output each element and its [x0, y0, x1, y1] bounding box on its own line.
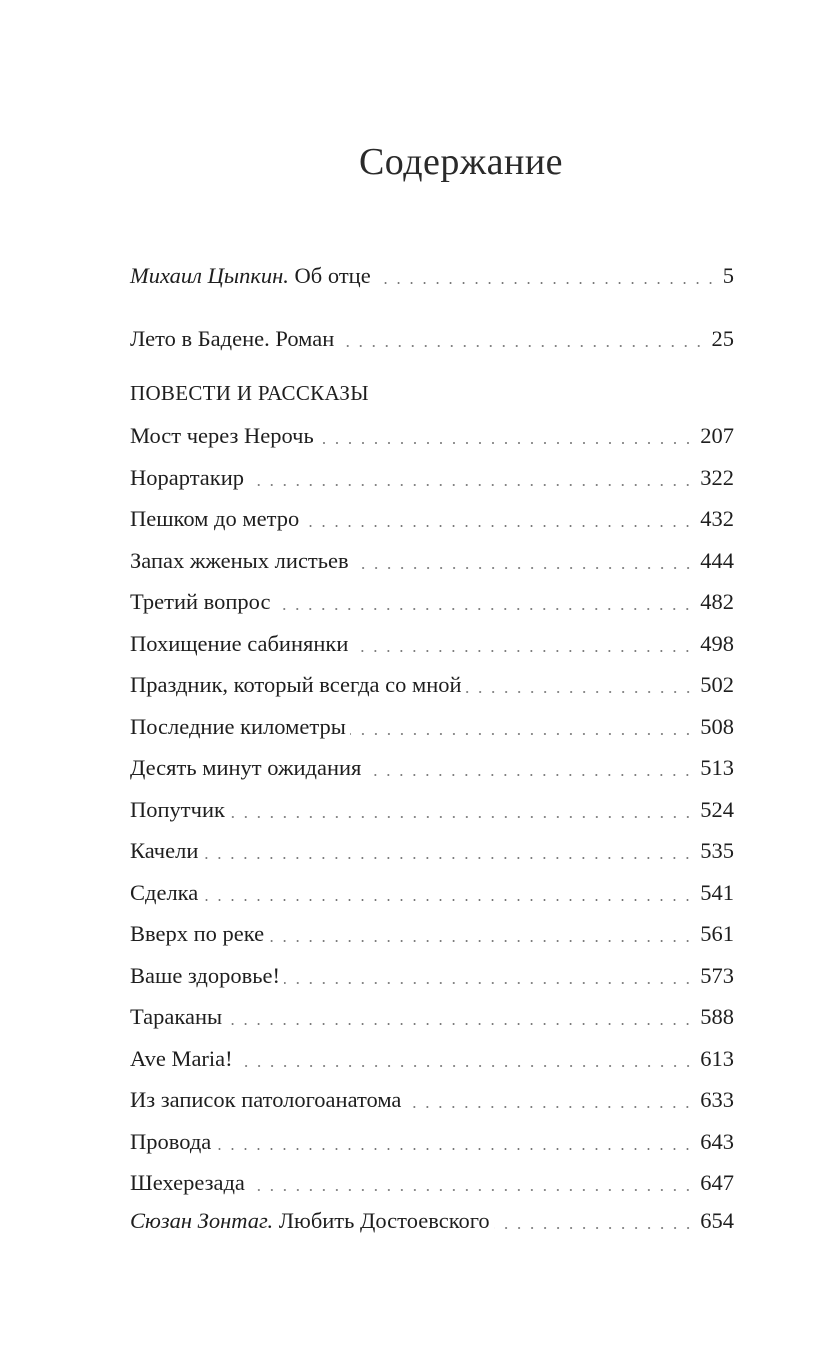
entry-title: Качели	[130, 838, 199, 863]
entry-page: 444	[700, 547, 734, 573]
toc-entry[interactable]	[130, 1003, 734, 1031]
dot-leader	[284, 982, 694, 984]
dot-leader	[375, 282, 717, 284]
entry-title: Ваше здоровье!	[130, 962, 280, 988]
entry-title: Мост через Нерочь	[130, 423, 314, 448]
dot-leader	[350, 733, 694, 735]
toc-entry[interactable]	[130, 671, 734, 699]
entry-author: Сюзан Зонтаг.	[130, 1208, 274, 1233]
entry-label	[130, 262, 371, 290]
entry-title: Десять минут ожидания	[130, 755, 362, 780]
dot-leader	[318, 442, 694, 444]
entry-page: 588	[700, 1004, 734, 1029]
dot-leader	[229, 816, 694, 818]
toc-entry[interactable]	[130, 796, 734, 824]
section-heading: ПОВЕСТИ И РАССКАЗЫ	[130, 381, 369, 405]
toc-entry[interactable]	[130, 1045, 734, 1073]
dot-leader	[365, 774, 694, 776]
entry-title: Об отце	[288, 263, 371, 288]
entry-page: 541	[700, 879, 734, 905]
toc-entry-intro[interactable]	[130, 262, 734, 290]
toc-entry[interactable]	[130, 713, 734, 741]
dot-leader	[237, 1065, 695, 1067]
toc-entry[interactable]	[130, 588, 734, 616]
dot-leader	[338, 345, 705, 347]
entry-title: Ave Maria!	[130, 1045, 233, 1071]
dot-leader	[249, 1189, 694, 1191]
toc-entry[interactable]	[130, 1086, 734, 1114]
dot-leader	[248, 484, 694, 486]
entry-page: 535	[700, 838, 734, 863]
entry-title: Из записок патологоанатома	[130, 1087, 402, 1112]
toc-entry[interactable]	[130, 879, 734, 907]
entry-title: Сделка	[130, 879, 199, 905]
entry-title: Запах жженых листьев	[130, 547, 349, 573]
toc-entry[interactable]	[130, 1169, 734, 1197]
toc-entry[interactable]	[130, 962, 734, 990]
toc-entry[interactable]	[130, 464, 734, 492]
toc-entry[interactable]	[130, 920, 734, 948]
toc-entry-novel[interactable]	[130, 325, 734, 353]
entry-title: Попутчик	[130, 796, 225, 822]
dot-leader	[494, 1227, 695, 1229]
toc-entry[interactable]	[130, 754, 734, 782]
entry-title: Вверх по реке	[130, 921, 265, 946]
entry-title: Праздник, который всегда со мной	[130, 672, 462, 697]
entry-page: 508	[700, 713, 734, 739]
entry-page: 207	[700, 423, 734, 448]
dot-leader	[226, 1023, 694, 1025]
dot-leader	[215, 1148, 694, 1150]
entry-page: 432	[700, 506, 734, 531]
entry-title: Шехерезада	[130, 1170, 245, 1195]
entry-page: 25	[711, 326, 734, 351]
toc-entry[interactable]	[130, 547, 734, 575]
entry-page: 502	[700, 672, 734, 697]
dot-leader	[466, 691, 695, 693]
entry-page: 513	[700, 755, 734, 780]
entry-label	[130, 1207, 490, 1235]
toc-entry[interactable]	[130, 505, 734, 533]
toc-entry[interactable]	[130, 422, 734, 450]
entry-title: Пешком до метро	[130, 506, 300, 531]
toc-entry[interactable]	[130, 837, 734, 865]
entry-page: 647	[700, 1170, 734, 1195]
entry-title: Лето в Бадене. Роман	[130, 326, 335, 351]
entry-title: Похищение сабинянки	[130, 630, 349, 656]
dot-leader	[202, 857, 694, 859]
entry-page: 498	[700, 630, 734, 656]
entry-page: 524	[700, 796, 734, 822]
entry-author: Михаил Цыпкин.	[130, 263, 289, 288]
dot-leader	[202, 899, 694, 901]
entry-page: 482	[700, 589, 734, 614]
entry-title: Тараканы	[130, 1004, 223, 1029]
entry-page: 654	[700, 1208, 734, 1233]
entry-page: 633	[700, 1087, 734, 1112]
toc-entry-afterword[interactable]	[130, 1207, 734, 1235]
dot-leader	[352, 650, 694, 652]
dot-leader	[274, 608, 694, 610]
dot-leader	[268, 940, 694, 942]
page-title: Содержание	[358, 141, 564, 183]
entry-title: Последние километры	[130, 713, 346, 739]
entry-page: 322	[700, 464, 734, 490]
entry-title: Норартакир	[130, 464, 245, 490]
entry-page: 573	[700, 962, 734, 988]
entry-page: 643	[700, 1128, 734, 1154]
toc-entry[interactable]	[130, 1128, 734, 1156]
entry-title: Третий вопрос	[130, 589, 271, 614]
entry-page: 613	[700, 1045, 734, 1071]
dot-leader	[405, 1106, 694, 1108]
entry-page: 5	[722, 263, 734, 288]
entry-title: Любить Достоевского	[273, 1208, 490, 1233]
dot-leader	[353, 567, 695, 569]
entry-page: 561	[700, 921, 734, 946]
toc-entry[interactable]	[130, 630, 734, 658]
entry-title: Провода	[130, 1128, 212, 1154]
dot-leader	[303, 525, 694, 527]
